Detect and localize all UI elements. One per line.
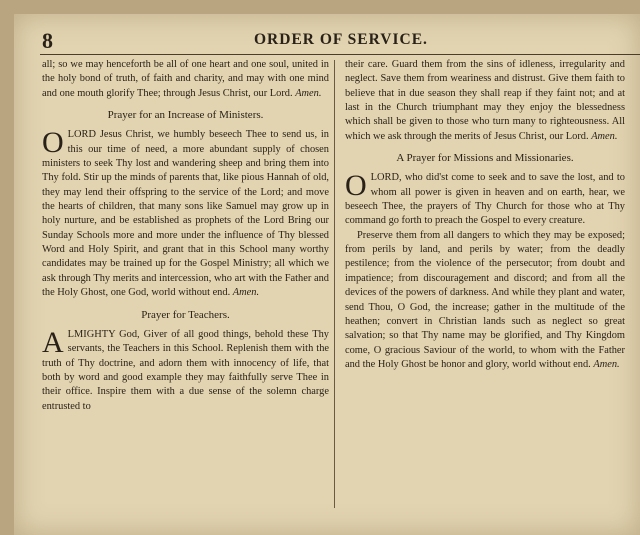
book-page: [14, 14, 640, 535]
drop-cap: O: [42, 126, 64, 160]
drop-cap: O: [345, 169, 367, 203]
continued-prayer-text: [42, 58, 329, 101]
amen: Amen.: [295, 87, 322, 99]
page-number: 8: [42, 28, 53, 53]
prayer-missions-continued-text: Preserve them from all dangers to which they may be exposed; from perils by land, and perils by water; from the deadly pestilence; from the violence of the persecutor; from doubt and impatience; from discouragement and discord; and from all the devices of the powers of darkness. And while they plant and water, send Thou, O God, the increase; gather in the multitude of the heathen; convert in Christian lands such as neglect so great salvation; so that Thy name may be glorified, and Thy Kingdom come, O gracious Saviour of the world, to whom with the Father and the Holy Ghost be honor and glory, world without end.: [345, 229, 625, 370]
heading-missions: A Prayer for Missions and Missionaries.: [396, 152, 574, 165]
prayer-missions: [345, 171, 625, 228]
prayer-teachers: [42, 325, 329, 414]
left-column: [42, 58, 329, 414]
right-column: [345, 58, 625, 372]
prayer-missions-text: LORD, who did'st come to seek and to save the lost, and to whom all power is given in heaven and on earth, hear, we beseech Thee, the prayers of Thy Church for those who at Thy command go forth to preach the Gospel to every creature.: [345, 172, 625, 227]
amen: Amen.: [232, 287, 260, 299]
page-header: [14, 14, 640, 54]
heading-teachers: Prayer for Teachers.: [141, 308, 230, 321]
column-divider: [334, 60, 335, 508]
amen: Amen.: [593, 358, 620, 370]
prayer-ministers-text: LORD Jesus Christ, we humbly beseech Thee to send us, in this our time of need, a more abundant supply of chosen ministers to seek Thy lost and wandering sheep and bring them into Thy fold. Stir up the minds of parents that, like pious Hannah of old, they may lend their offspring to the service of the Lord; and move the hearts of children, that many sons like Samuel may grow up in holy nurture, and be established as prophets of the Lord Bring our Sunday Schools more and more under the influence of Thy blessed Word and Holy Spirit, and grant that in this School many worthy candidates may be trained up for the Gospel Ministry; all which we ask through Thy merits and intercession, who art with the Father and the Holy Ghost, one God, world without end.: [42, 129, 329, 299]
drop-cap: A: [42, 325, 64, 359]
amen: Amen.: [591, 130, 618, 142]
continued-text: their care. Guard them from the sins of idleness, irregularity and neglect. Save them from weariness and distrust. Give them faith to believe that in due season they shall reap if they faint not; and at last in the Church triumphant may they enjoy the blessedness which shall be given to those who turn many to righteousness. All which we ask through the merits of Jesus Christ, our Lord.: [345, 59, 625, 142]
heading-ministers: Prayer for an Increase of Ministers.: [107, 109, 264, 122]
continued-teachers-text: [345, 58, 625, 144]
prayer-missions-continued: [345, 229, 625, 372]
running-title: ORDER OF SERVICE.: [254, 31, 428, 48]
header-rule: [40, 54, 640, 55]
continued-text: all; so we may henceforth be all of one heart and one soul, united in the holy bond of truth, of faith and charity, and may with one mind and one mouth glorify Thee; through Jesus Christ, our Lord.: [42, 59, 329, 99]
prayer-ministers: [42, 128, 329, 300]
prayer-teachers-text: LMIGHTY God, Giver of all good things, behold these Thy servants, the Teachers in this School. Replenish them with the truth of Thy doctrine, and adorn them with innocency of life, that both by word and good example they may faithfully serve Thee in their office. Inspire them with a due sense of the solemn charge entrusted to: [42, 328, 329, 412]
